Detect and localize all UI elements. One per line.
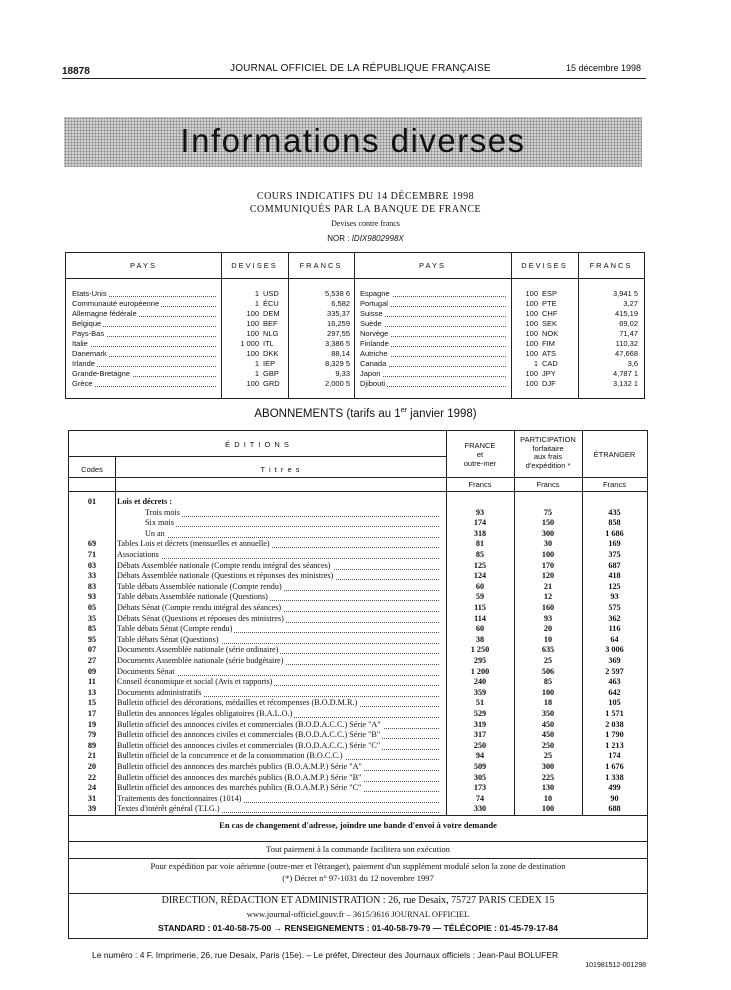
subscription-row — [69, 614, 647, 624]
rate-country: Italie — [72, 339, 88, 348]
rate-value: 88,14 — [331, 349, 350, 358]
rate-country: Espagne — [360, 289, 390, 298]
rate-currency-code: ESP — [542, 289, 558, 298]
subscription-price-france: 1 200 — [470, 666, 490, 676]
page-number: 18878 — [62, 66, 90, 77]
subscription-price-france: 125 — [473, 560, 487, 570]
subscription-code: 39 — [87, 804, 97, 814]
rate-currency-code: ÉCU — [263, 299, 279, 308]
direction-web: www.journal-officiel.gouv.fr – 3615/3616 JOURNAL OFFICIEL — [246, 909, 470, 919]
subscription-row — [69, 645, 647, 655]
col-header-francs: FRANCS — [589, 261, 633, 270]
subscription-price-part: 170 — [541, 560, 555, 570]
footer-imprint: Le numéro : 4 F. Imprimerie, 26, rue Desaix, Paris (15e). – Le préfet, Directeur des Journaux officiels : Jean-Paul BOLUFER — [92, 950, 559, 960]
rate-country: Japon — [360, 369, 381, 378]
subscription-title: Documents Assemblée nationale (série ordinaire) — [117, 645, 279, 655]
rate-quantity: 1 — [533, 359, 538, 368]
subscription-price-france: 174 — [473, 518, 487, 528]
subscription-price-etr: 369 — [608, 656, 621, 665]
subscription-row — [69, 709, 647, 719]
subscription-title: Débats Sénat (Compte rendu intégral des séances) — [117, 603, 282, 612]
subscription-row — [69, 762, 647, 772]
subscription-title: Documents Assemblée nationale (série budgétaire) — [117, 656, 284, 665]
rate-quantity: 1 — [254, 289, 259, 298]
subscription-price-part: 225 — [541, 772, 555, 782]
subscription-price-part: 120 — [541, 571, 555, 581]
subscription-price-part: 250 — [541, 740, 555, 750]
subscription-title: Table débats Assemblée nationale (Compte rendu) — [117, 581, 282, 591]
subscription-price-france: 240 — [473, 677, 487, 687]
subscription-row — [69, 539, 647, 549]
subscription-code: 03 — [87, 560, 97, 570]
rate-value: 3,27 — [623, 299, 638, 308]
payment-note: Tout paiement à la commande facilitera son exécution — [68, 840, 648, 859]
unit-label: Francs — [603, 480, 626, 489]
rate-currency-code: IEP — [263, 359, 276, 368]
rate-country: Danemark — [72, 349, 107, 358]
rate-quantity: 100 — [525, 349, 538, 358]
subscription-price-part: 635 — [541, 645, 555, 655]
subscription-title: Trois mois — [145, 507, 180, 517]
rate-value: 6,582 — [331, 299, 350, 308]
subscription-price-part: 130 — [541, 783, 555, 793]
rate-currency-code: CAD — [542, 359, 558, 368]
rate-value: 5,538 6 — [324, 289, 350, 298]
subscription-code: 09 — [87, 666, 97, 676]
subscription-price-france: 60 — [475, 581, 485, 591]
rate-value: 3,132 1 — [612, 379, 638, 388]
subscription-price-etr: 687 — [608, 560, 621, 570]
rate-quantity: 100 — [525, 299, 538, 308]
rate-country: Finlande — [360, 339, 389, 348]
rate-quantity: 100 — [246, 379, 259, 388]
journal-title: JOURNAL OFFICIEL DE LA RÉPUBLIQUE FRANÇAISE — [230, 63, 491, 74]
rate-quantity: 100 — [525, 329, 538, 338]
subscription-price-etr: 418 — [608, 571, 621, 581]
rate-country: Pays-Bas — [72, 329, 105, 338]
nor-value: IDIX9802998X — [351, 234, 404, 243]
subscription-code: 71 — [87, 550, 97, 559]
subscription-price-etr: 435 — [608, 507, 621, 517]
subscription-price-france: 81 — [475, 539, 485, 549]
subscription-code: 33 — [87, 571, 97, 581]
subscription-price-etr: 3 006 — [605, 645, 624, 655]
col-header-devises: DEVISES — [521, 261, 568, 270]
subscription-price-part: 300 — [541, 528, 555, 538]
subscription-title: Bulletin officiel des annonces civiles et commerciales (B.O.D.A.C.C.) Série "C" — [117, 740, 381, 750]
subscription-title: Table débats Sénat (Compte rendu) — [117, 624, 233, 634]
rate-currency-code: BEF — [263, 319, 278, 328]
subscription-price-part: 93 — [543, 613, 553, 623]
subscription-price-etr: 375 — [608, 550, 621, 559]
subscription-title: Documents administratifs — [117, 687, 202, 697]
rate-value: 110,32 — [615, 339, 638, 348]
subscription-price-france: 250 — [473, 740, 487, 750]
subscription-price-france: 74 — [475, 793, 485, 803]
subscription-row — [69, 698, 647, 708]
subscription-row — [69, 508, 647, 518]
rate-currency-code: ATS — [542, 349, 557, 358]
rate-currency-code: JPY — [542, 369, 556, 378]
abonnements-title: ABONNEMENTS (tarifs au 1er janvier 1998) — [254, 407, 477, 420]
subscription-code: 24 — [87, 783, 97, 793]
rate-quantity: 100 — [525, 379, 538, 388]
rate-quantity: 100 — [246, 319, 259, 328]
titres-header: T i t r e s — [260, 465, 301, 474]
direction-block — [68, 893, 648, 939]
subscription-row — [69, 603, 647, 613]
rate-quantity: 100 — [246, 329, 259, 338]
subscription-price-part: 350 — [541, 709, 555, 718]
subscription-price-etr: 1 676 — [605, 762, 624, 771]
section-title: Informations diverses — [180, 122, 526, 159]
subscription-code: 20 — [87, 762, 97, 771]
cours-subheading: Devises contre francs — [331, 219, 400, 228]
subscription-code: 83 — [87, 581, 97, 591]
rate-value: 8,329 5 — [324, 359, 350, 368]
unit-label: Francs — [468, 480, 492, 489]
subscription-row — [69, 635, 647, 645]
subscription-price-part: 20 — [543, 624, 553, 634]
col-header-devises: DEVISES — [231, 261, 278, 270]
rate-value: 71,47 — [619, 329, 638, 338]
subscription-price-part: 10 — [543, 634, 553, 644]
subscription-row — [69, 561, 647, 571]
subscription-title: Bulletin officiel des annonces civiles et commerciales (B.O.D.A.C.C.) Série "A" — [117, 719, 381, 729]
subscription-price-etr: 105 — [608, 698, 621, 708]
rate-value: 2,000 5 — [324, 379, 350, 388]
participation-header: PARTICIPATION forfaitaire aux frais d'expédition * — [520, 435, 576, 470]
rate-country: Grande-Bretagne — [72, 369, 130, 378]
subscription-row — [69, 624, 647, 634]
subscription-price-etr: 463 — [608, 677, 621, 687]
subscription-row — [69, 529, 647, 539]
subscriptions-table — [68, 430, 648, 842]
subscription-code: 19 — [87, 719, 97, 729]
rate-country: Suisse — [360, 309, 383, 318]
subscription-price-part: 100 — [541, 550, 555, 559]
rate-country: Suède — [360, 319, 382, 328]
subscription-code: 95 — [87, 634, 97, 644]
subscription-price-france: 509 — [473, 762, 487, 771]
subscription-code: 15 — [87, 698, 97, 708]
rate-quantity: 1 — [254, 299, 259, 308]
subscription-price-etr: 169 — [608, 539, 621, 549]
subscription-price-etr: 174 — [608, 751, 621, 761]
codes-header: Codes — [81, 465, 103, 474]
subscription-price-france: 330 — [473, 804, 487, 814]
subscription-price-etr: 93 — [610, 592, 619, 602]
exchange-rates-table — [65, 252, 645, 399]
direction-address: DIRECTION, RÉDACTION ET ADMINISTRATION : 26, rue Desaix, 75727 PARIS CEDEX 15 — [161, 895, 555, 906]
rate-quantity: 100 — [525, 369, 538, 378]
subscription-price-etr: 688 — [608, 804, 621, 814]
subscription-row — [69, 656, 647, 666]
rate-currency-code: DJF — [542, 379, 556, 388]
subscription-price-part: 25 — [543, 751, 553, 761]
subscription-row — [69, 688, 647, 698]
subscription-title: Six mois — [145, 518, 174, 528]
subscription-price-france: 319 — [473, 719, 487, 729]
subscription-price-france: 60 — [475, 624, 485, 634]
subscription-price-part: 100 — [541, 804, 555, 814]
subscription-price-part: 150 — [541, 518, 555, 528]
subscription-code: 89 — [87, 740, 97, 750]
subscription-row — [69, 582, 647, 592]
subscription-code: 79 — [87, 730, 97, 740]
subscription-title: Bulletin officiel des annonces des marchés publics (B.O.A.M.P.) Série "B" — [117, 772, 362, 782]
subscription-row — [69, 751, 647, 761]
unit-label: Francs — [536, 480, 560, 489]
subscription-price-france: 317 — [473, 730, 487, 740]
subscription-code: 07 — [87, 645, 97, 655]
subscription-title: Tables Lois et décrets (mensuelles et annuelle) — [117, 539, 270, 549]
col-header-pays: PAYS — [130, 261, 157, 270]
subscription-price-etr: 499 — [608, 783, 621, 793]
editions-header: É D I T I O N S — [225, 440, 290, 449]
col-header-pays: PAYS — [419, 261, 446, 270]
subscription-row — [69, 571, 647, 581]
rate-country: Belgique — [72, 319, 102, 328]
subscription-code: 35 — [87, 613, 97, 623]
subscription-title: Bulletin officiel des annonces des marchés publics (B.O.A.M.P.) Série "A" — [117, 762, 362, 771]
france-header: FRANCE et outre-mer — [463, 441, 497, 468]
subscription-price-etr: 362 — [608, 613, 621, 623]
subscription-title: Conseil économique et social (Avis et rapports) — [117, 677, 273, 687]
rate-country: Norvège — [360, 329, 389, 338]
subscription-price-france: 93 — [475, 507, 485, 517]
subscription-title: Documents Sénat — [117, 666, 175, 676]
subscription-price-etr: 64 — [610, 634, 619, 644]
rate-quantity: 1 — [254, 369, 259, 378]
subscription-price-france: 359 — [473, 687, 487, 697]
subscription-title: Table débats Sénat (Questions) — [117, 634, 219, 644]
subscription-price-part: 450 — [541, 730, 555, 740]
rate-value: 3,386 5 — [324, 339, 350, 348]
subscription-price-etr: 2 597 — [605, 666, 624, 676]
rate-value: 297,55 — [327, 329, 350, 338]
subscription-price-france: 114 — [474, 613, 486, 623]
subscription-price-part: 10 — [543, 793, 553, 803]
footer-code: 101981512-001298 — [585, 962, 646, 969]
subscription-row — [69, 677, 647, 687]
subscription-title: Bulletin des annonces légales obligatoires (B.A.L.O.) — [117, 709, 293, 718]
subscription-row — [69, 497, 647, 507]
subscription-title: Bulletin officiel des annonces des marchés publics (B.O.A.M.P.) Série "C" — [117, 783, 362, 793]
subscription-title: Bulletin officiel de la concurrence et de la consommation (B.O.C.C.) — [117, 751, 343, 761]
rate-country: Allemagne fédérale — [72, 309, 137, 318]
subscription-price-france: 94 — [475, 751, 485, 761]
subscription-price-part: 85 — [543, 677, 553, 687]
subscription-price-etr: 2 038 — [605, 719, 624, 729]
subscription-row — [69, 773, 647, 783]
subscription-price-france: 124 — [473, 571, 487, 581]
subscription-row — [69, 741, 647, 751]
subscription-price-etr: 125 — [608, 581, 621, 591]
rate-currency-code: USD — [263, 289, 279, 298]
rate-quantity: 100 — [525, 289, 538, 298]
subscription-title: Associations — [117, 550, 159, 559]
air-shipping-note: Pour expédition par voie aérienne (outre-mer et l'étranger), paiement d'un supplément modulé selon la zone de destination (*) Décret n° 97-1031 du 12 novembre 1997 — [68, 858, 648, 894]
subscription-title: Débats Assemblée nationale (Compte rendu intégral des séances) — [117, 560, 331, 570]
rate-quantity: 100 — [525, 309, 538, 318]
direction-phones: STANDARD : 01-40-58-75-00 → RENSEIGNEMENTS : 01-40-58-79-79 — TÉLÉCOPIE : 01-45-79-17-84 — [158, 923, 558, 933]
rate-country: Grèce — [72, 379, 93, 388]
rate-currency-code: PTE — [542, 299, 557, 308]
subscription-row — [69, 592, 647, 602]
rate-value: 415,19 — [615, 309, 638, 318]
address-change-note: En cas de changement d'adresse, joindre une bande d'envoi à votre demande — [219, 820, 497, 830]
subscription-code: 01 — [87, 497, 97, 506]
subscription-row — [69, 550, 647, 560]
nor-label: NOR : — [327, 234, 350, 243]
subscription-title: Débats Assemblée nationale (Questions et réponses des ministres) — [117, 571, 334, 581]
subscription-price-etr: 1 571 — [605, 709, 624, 718]
subscription-price-france: 51 — [475, 698, 485, 708]
subscription-row — [69, 783, 647, 793]
rate-value: 47,668 — [615, 349, 638, 358]
rate-country: Etats-Unis — [72, 289, 107, 298]
rate-currency-code: NLG — [263, 329, 279, 338]
subscription-row — [69, 730, 647, 740]
rate-value: 69,02 — [619, 319, 638, 328]
subscription-code: 69 — [87, 539, 97, 549]
subscription-price-part: 450 — [541, 719, 555, 729]
subscription-price-part: 75 — [543, 507, 553, 517]
subscription-code: 13 — [87, 687, 97, 697]
subscription-price-etr: 642 — [608, 687, 621, 697]
rate-currency-code: GRD — [263, 379, 280, 388]
subscription-price-part: 100 — [541, 687, 555, 697]
subscription-price-etr: 1 686 — [605, 528, 624, 538]
rate-country: Portugal — [360, 299, 388, 308]
rate-currency-code: NOK — [542, 329, 559, 338]
subscription-code: 11 — [88, 677, 96, 687]
subscription-title: Bulletin officiel des décorations, médailles et récompenses (B.O.D.M.R.) — [117, 698, 358, 708]
subscription-row — [69, 667, 647, 677]
rate-currency-code: ITL — [263, 339, 274, 348]
rate-quantity: 1 — [254, 359, 259, 368]
subscription-code: 17 — [87, 709, 97, 718]
rate-quantity: 100 — [246, 349, 259, 358]
subscription-row — [69, 804, 647, 814]
subscription-code: 27 — [87, 656, 97, 665]
subscription-price-part: 160 — [541, 603, 555, 612]
rate-value: 16,259 — [327, 319, 350, 328]
section-banner — [64, 117, 642, 167]
subscription-code: 21 — [87, 751, 97, 761]
subscription-price-france: 115 — [474, 603, 486, 612]
rate-value: 3,6 — [627, 359, 638, 368]
subscription-price-france: 1 250 — [470, 645, 490, 655]
subscription-title: Traitements des fonctionnaires (1014) — [117, 793, 242, 803]
rate-value: 3,941 5 — [612, 289, 638, 298]
subscription-price-etr: 116 — [608, 624, 621, 634]
rate-value: 335,37 — [327, 309, 350, 318]
subscription-title: Textes d'intérêt général (T.I.G.) — [117, 804, 220, 814]
rate-country: Canada — [360, 359, 387, 368]
etranger-header: ÉTRANGER — [593, 450, 636, 459]
rate-currency-code: DKK — [263, 349, 279, 358]
subscription-price-france: 529 — [473, 709, 487, 718]
col-header-francs: FRANCS — [299, 261, 343, 270]
rate-currency-code: DEM — [263, 309, 280, 318]
subscription-price-france: 173 — [473, 783, 487, 793]
subscription-price-etr: 1 790 — [605, 730, 624, 740]
rate-currency-code: SEK — [542, 319, 558, 328]
subscription-row — [69, 720, 647, 730]
subscription-price-france: 318 — [473, 528, 487, 538]
subscription-code: 93 — [87, 592, 97, 602]
subscription-price-part: 300 — [541, 762, 555, 771]
subscription-code: 31 — [87, 793, 97, 803]
subscription-price-france: 59 — [475, 592, 485, 602]
subscription-code: 05 — [87, 603, 97, 612]
subscription-price-part: 18 — [543, 698, 553, 708]
rate-currency-code: GBP — [263, 369, 279, 378]
subscription-price-france: 295 — [473, 656, 487, 665]
nor-reference — [0, 234, 731, 243]
rate-value: 9,33 — [335, 369, 350, 378]
subscription-price-part: 21 — [543, 581, 553, 591]
issue-date: 15 décembre 1998 — [565, 63, 641, 73]
rate-currency-code: CHF — [542, 309, 558, 318]
subscription-price-etr: 575 — [608, 603, 621, 612]
subscription-price-france: 305 — [473, 772, 487, 782]
subscription-title: Table débats Assemblée nationale (Questions) — [117, 592, 268, 602]
subscription-price-etr: 90 — [610, 793, 619, 803]
subscription-title: Un an — [145, 528, 165, 538]
subscription-price-etr: 858 — [608, 518, 621, 528]
subscription-code: 85 — [87, 624, 97, 634]
subscription-title: Lois et décrets : — [117, 497, 173, 506]
subscription-price-france: 38 — [475, 634, 485, 644]
rate-quantity: 100 — [525, 319, 538, 328]
rate-country: Autriche — [360, 349, 388, 358]
subscription-price-etr: 1 338 — [605, 772, 624, 782]
rate-country: Djibouti — [360, 379, 386, 388]
rate-quantity: 100 — [246, 309, 259, 318]
subscription-price-part: 25 — [543, 656, 553, 665]
subscription-price-france: 85 — [475, 550, 485, 559]
subscription-price-part: 30 — [543, 539, 553, 549]
cours-heading-1: COURS INDICATIFS DU 14 DÉCEMBRE 1998 — [256, 191, 475, 202]
rate-currency-code: FIM — [542, 339, 555, 348]
rate-quantity: 100 — [525, 339, 538, 348]
rate-country: Irlande — [72, 359, 95, 368]
subscription-row — [69, 518, 647, 528]
subscription-title: Bulletin officiel des annonces civiles et commerciales (B.O.D.A.C.C.) Série "B" — [117, 730, 381, 740]
subscription-title: Débats Sénat (Questions et réponses des ministres) — [117, 613, 284, 623]
rate-country: Communauté européenne — [72, 299, 160, 308]
subscription-price-part: 12 — [543, 592, 553, 602]
rate-value: 4,787 1 — [612, 369, 638, 378]
subscription-code: 22 — [87, 772, 97, 782]
cours-heading-2: COMMUNIQUÉS PAR LA BANQUE DE FRANCE — [249, 204, 482, 215]
subscription-row — [69, 794, 647, 804]
subscription-price-etr: 1 213 — [605, 740, 624, 750]
rate-quantity: 1 000 — [240, 339, 259, 348]
subscription-price-part: 506 — [541, 666, 555, 676]
header-rule — [62, 78, 646, 79]
